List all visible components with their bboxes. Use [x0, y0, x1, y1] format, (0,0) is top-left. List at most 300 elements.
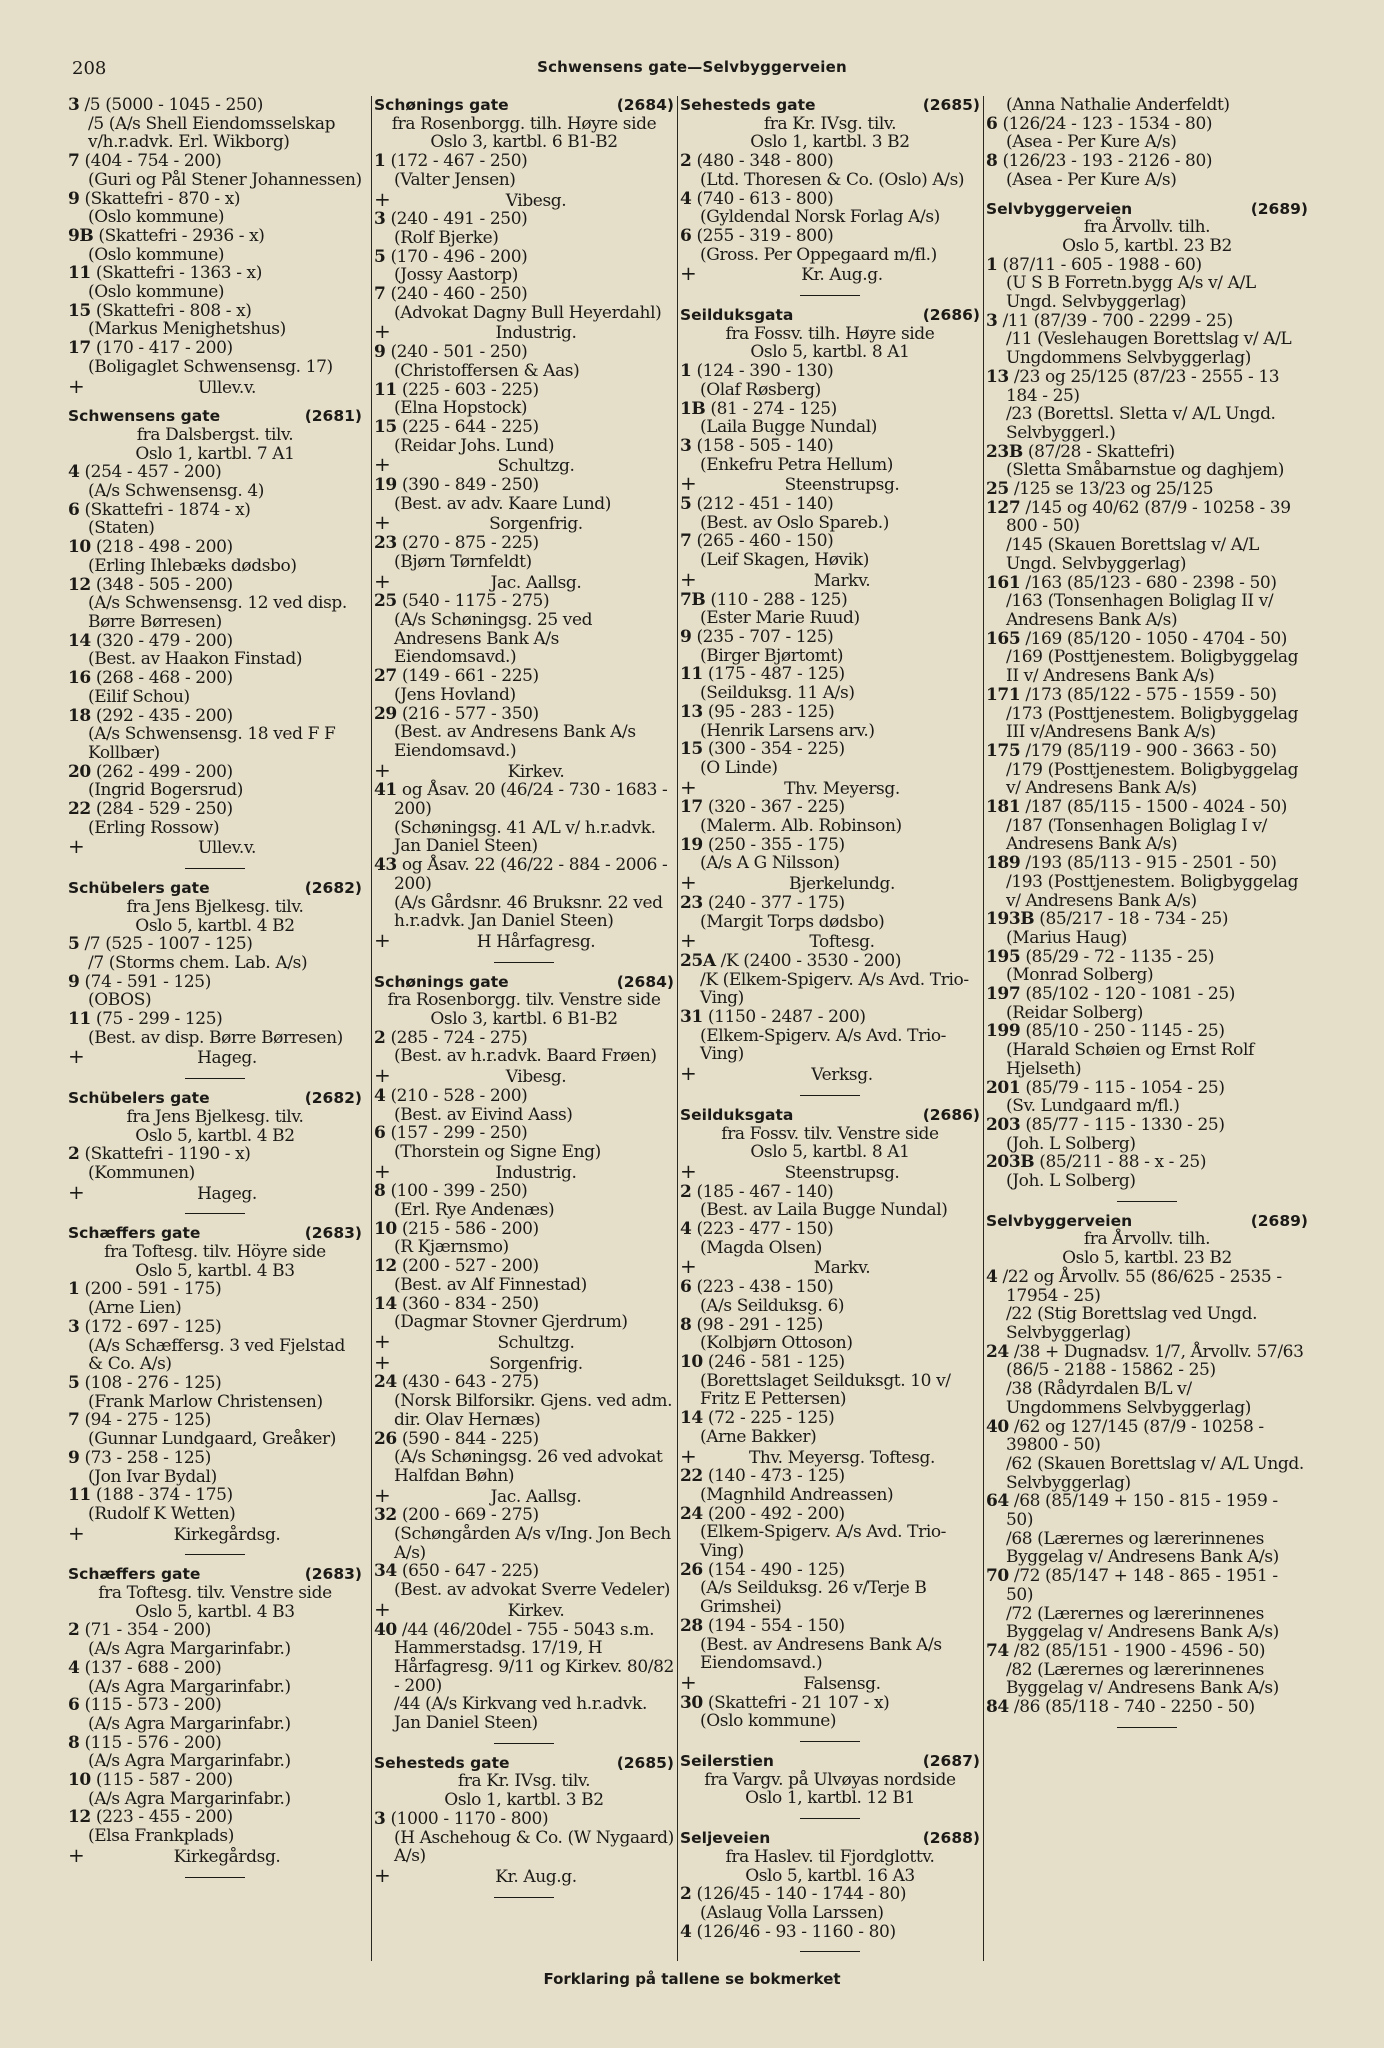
owner-note: /7 (Storms chem. Lab. A/s) — [88, 952, 308, 973]
street-block — [68, 879, 362, 1068]
property-values: /179 (85/119 - 900 - 3663 - 50) — [1025, 740, 1277, 761]
property-values: (170 - 417 - 200) — [95, 338, 233, 359]
cross-street-name: Bjerkelundg. — [788, 874, 895, 895]
house-number: 17 — [68, 338, 91, 359]
owner-note: (Dagmar Stovner Gjerdrum) — [394, 1312, 628, 1333]
street-name: Seilduksgata — [680, 1105, 794, 1124]
owner-note: (Erl. Rye Andenæs) — [394, 1200, 555, 1221]
house-number: 11 — [374, 379, 397, 400]
house-number: 6 — [680, 1277, 692, 1298]
property-values: (Skattefri - 808 - x) — [95, 300, 252, 321]
column-rule — [677, 96, 678, 1961]
house-number: 4 — [680, 1921, 692, 1942]
house-number: 7 — [68, 1410, 80, 1431]
house-number: 3 — [68, 1316, 80, 1337]
owner-note: (Markus Menighetshus) — [88, 319, 286, 340]
property-values: (115 - 576 - 200) — [84, 1732, 222, 1753]
cross-icon: + — [68, 373, 85, 398]
property-values: /62 og 127/145 (87/9 - 10258 - 39800 - 50) — [1006, 1416, 1264, 1456]
owner-note: (Magda Olsen) — [700, 1237, 823, 1258]
property-entry — [374, 1373, 674, 1392]
owner-note: (A/s A G Nilsson) — [700, 853, 840, 874]
property-values: (185 - 467 - 140) — [696, 1181, 834, 1202]
house-number: 4 — [986, 1266, 998, 1287]
property-values: (430 - 643 - 275) — [401, 1372, 539, 1393]
property-values: (262 - 499 - 200) — [95, 761, 233, 782]
section-divider — [800, 1741, 860, 1742]
cross-street-name: Ullev.v. — [197, 377, 257, 398]
owner-note: (A/s Agra Margarinfabr.) — [88, 1713, 291, 1734]
street-code: (2686) — [922, 306, 980, 325]
property-entry — [374, 592, 674, 611]
house-number: 4 — [680, 1219, 692, 1240]
property-values: (74 - 591 - 125) — [84, 971, 211, 992]
street-subtitle: Oslo 5, kartbl. 23 B2 — [1062, 235, 1232, 256]
street-name: Seilduksgata — [680, 306, 794, 325]
owner-note: (Thorstein og Signe Eng) — [394, 1141, 601, 1162]
property-entry — [68, 463, 362, 482]
house-number: 23B — [986, 441, 1023, 462]
property-entry — [986, 480, 1308, 499]
owner-note: (Margit Torps dødsbo) — [700, 911, 885, 932]
street-subtitle: Oslo 5, kartbl. 8 A1 — [750, 1142, 910, 1163]
property-entry — [986, 742, 1308, 761]
column-rule — [371, 96, 372, 1961]
owner-note: (A/s Agra Margarinfabr.) — [88, 1788, 291, 1809]
cross-street — [680, 566, 980, 591]
cross-street-name: Kirkegårdsg. — [173, 1524, 281, 1545]
property-entry — [986, 948, 1308, 967]
owner-note: (H Aschehoug & Co. (W Nygaard) A/s) — [394, 1827, 674, 1867]
property-entry — [680, 1923, 980, 1942]
column-1 — [68, 96, 362, 1888]
owner-note: (Schøningsg. 41 A/L v/ h.r.advk. Jan Daniel Steen) — [394, 817, 656, 857]
house-number: 84 — [986, 1697, 1009, 1718]
owner-note: (Ltd. Thoresen & Co. (Oslo) A/s) — [700, 169, 965, 190]
owner-note: (Asea - Per Kure A/s) — [1006, 132, 1177, 153]
property-entry — [68, 501, 362, 520]
cross-street — [374, 1158, 674, 1183]
house-number: 40 — [986, 1416, 1009, 1437]
property-entry — [680, 437, 980, 456]
cross-street-name: Sorgenfrig. — [489, 514, 583, 535]
street-code: (2688) — [922, 1829, 980, 1848]
owner-note: (U S B Forretn.bygg A/s v/ A/L Ungd. Selvbyggerlag) — [1006, 273, 1256, 313]
owner-note: (A/s Gårdsnr. 46 Bruksnr. 22 ved h.r.advk. Jan Daniel Steen) — [394, 892, 663, 932]
street-name: Seljeveien — [680, 1829, 771, 1848]
house-number: 2 — [68, 1144, 80, 1165]
property-entry — [68, 1280, 362, 1299]
street-name: Schwensens gate — [68, 407, 221, 426]
street-subtitle: fra Toftesg. tilv. Höyre side — [104, 1242, 326, 1263]
house-number: 189 — [986, 853, 1021, 874]
property-entry — [680, 1220, 980, 1239]
cross-street — [68, 1842, 362, 1867]
property-values: (246 - 581 - 125) — [707, 1352, 845, 1372]
owner-note: (Best. av Laila Bugge Nundal) — [700, 1200, 948, 1221]
cross-icon: + — [374, 1349, 391, 1374]
property-values: (Skattefri - 21 107 - x) — [707, 1692, 890, 1713]
owner-note: (Olaf Røsberg) — [700, 379, 821, 400]
house-number: 3 — [374, 1808, 386, 1829]
cross-icon: + — [374, 1596, 391, 1621]
house-number: 6 — [68, 1695, 80, 1716]
property-entry — [68, 1374, 362, 1393]
property-values: (240 - 460 - 250) — [390, 284, 528, 305]
property-entry — [986, 368, 1308, 405]
cross-street — [374, 568, 674, 593]
house-number: 20 — [68, 761, 91, 782]
property-entry — [680, 665, 980, 684]
cross-street — [374, 1862, 674, 1887]
cross-street-name: Thv. Meyersg. — [784, 778, 900, 799]
property-entry — [680, 894, 980, 913]
house-number: 7B — [680, 589, 706, 610]
owner-note: (A/s Schwensensg. 12 ved disp. Børre Børresen) — [88, 593, 347, 632]
street-code: (2682) — [304, 1089, 362, 1108]
property-entry — [986, 1153, 1308, 1172]
house-number: 12 — [68, 1807, 91, 1828]
property-values: (300 - 354 - 225) — [707, 739, 845, 760]
property-entry — [986, 115, 1308, 134]
house-number: 3 — [68, 95, 80, 115]
house-number: 4 — [68, 462, 80, 483]
property-entry — [374, 1220, 674, 1239]
owner-note: /187 (Tonsenhagen Boliglag I v/ Andresens Bank A/s) — [1006, 815, 1267, 855]
property-entry — [374, 705, 674, 724]
property-entry — [68, 669, 362, 688]
owner-note: (Elkem-Spigerv. A/s Avd. Trio-Ving) — [700, 1025, 947, 1065]
property-values: (100 - 399 - 250) — [390, 1181, 528, 1202]
owner-note: (Reidar Solberg) — [1006, 1002, 1143, 1023]
owner-note: /173 (Posttjenestem. Boligbyggelag III v/Andresens Bank A/s) — [1006, 703, 1299, 743]
house-number: 28 — [680, 1615, 703, 1636]
owner-note: (Oslo kommune) — [88, 207, 225, 228]
property-values: (85/79 - 115 - 1054 - 25) — [1025, 1077, 1225, 1098]
street-subtitle: Oslo 5, kartbl. 4 B3 — [135, 1260, 295, 1281]
cross-street — [374, 452, 674, 477]
street-code: (2683) — [304, 1224, 362, 1243]
owner-note: (Norsk Bilforsikr. Gjens. ved adm. dir. Olav Hernæs) — [394, 1391, 673, 1430]
house-number: 199 — [986, 1021, 1021, 1042]
property-values: (240 - 501 - 250) — [390, 342, 528, 363]
house-number: 10 — [374, 1218, 397, 1239]
house-number: 15 — [374, 416, 397, 437]
house-number: 193B — [986, 909, 1035, 930]
property-entry — [68, 302, 362, 321]
cross-icon: + — [374, 186, 391, 211]
street-block — [68, 1224, 362, 1544]
property-values: (87/28 - Skattefri) — [1027, 441, 1175, 462]
cross-street-name: Industrig. — [495, 1162, 577, 1183]
section-divider — [185, 1213, 245, 1214]
property-entry — [374, 152, 674, 171]
house-number: 14 — [68, 630, 91, 651]
house-number: 64 — [986, 1491, 1009, 1512]
cross-street-name: H Hårfagresg. — [476, 931, 596, 952]
house-number: 8 — [68, 1732, 80, 1753]
owner-note: (Kommunen) — [88, 1162, 195, 1183]
property-values: (540 - 1175 - 275) — [401, 591, 550, 612]
property-entry — [986, 1116, 1308, 1135]
section-divider — [494, 962, 554, 963]
cross-street-name: Vibesg. — [505, 1067, 567, 1088]
property-values: (175 - 487 - 125) — [707, 664, 845, 685]
cross-street — [680, 261, 980, 286]
cross-street-name: Steenstrupsg. — [784, 475, 900, 496]
street-header — [68, 1565, 362, 1584]
owner-note: (A/s Schøningsg. 25 ved Andresens Bank A/s Eiendomsavd.) — [394, 609, 593, 668]
property-entry — [986, 985, 1308, 1004]
owner-note: (Ingrid Bogersrud) — [88, 780, 243, 801]
house-number: 203B — [986, 1152, 1035, 1173]
street-code: (2689) — [1250, 199, 1308, 218]
property-values: (Skattefri - 2936 - x) — [98, 225, 265, 246]
property-values: (140 - 473 - 125) — [707, 1466, 845, 1487]
property-entry — [68, 1771, 362, 1790]
property-values: (126/45 - 140 - 1744 - 80) — [696, 1884, 907, 1905]
section-divider — [185, 1554, 245, 1555]
owner-note: (Oslo kommune) — [88, 244, 225, 265]
house-number: 24 — [680, 1503, 703, 1524]
house-number: 9 — [374, 342, 386, 363]
property-entry — [680, 1316, 980, 1335]
owner-note: (Malerm. Alb. Robinson) — [700, 816, 902, 837]
owner-note: (Elna Hopstock) — [394, 398, 528, 419]
street-subtitle: fra Fossv. tilv. Venstre side — [721, 1123, 939, 1144]
house-number: 27 — [374, 666, 397, 687]
house-number: 6 — [680, 225, 692, 246]
section-divider — [800, 1951, 860, 1952]
cross-icon: + — [374, 568, 391, 593]
house-number: 14 — [680, 1408, 703, 1429]
property-values: (320 - 367 - 225) — [707, 797, 845, 818]
cross-street-name: Hageg. — [197, 1183, 257, 1204]
house-number: 6 — [986, 113, 998, 134]
property-entry — [986, 256, 1308, 275]
property-entry — [986, 499, 1308, 536]
cross-street-name: Toftesg. — [809, 932, 875, 953]
owner-note: (Rudolf K Wetten) — [88, 1503, 236, 1524]
owner-note: /62 (Skauen Borettslag v/ A/L Ungd. Selvbyggerlag) — [1006, 1453, 1304, 1493]
property-entry — [680, 798, 980, 817]
street-header — [986, 1212, 1308, 1231]
property-values: (85/211 - 88 - x - 25) — [1039, 1152, 1207, 1173]
cross-icon: + — [680, 261, 697, 286]
property-values: (98 - 291 - 125) — [696, 1314, 823, 1335]
house-number: 5 — [680, 494, 692, 515]
property-values: (480 - 348 - 800) — [696, 151, 834, 172]
street-name: Schübelers gate — [68, 879, 210, 898]
property-entry — [374, 1621, 674, 1696]
owner-note: (Jossy Aastorp) — [394, 265, 518, 286]
property-values: (223 - 477 - 150) — [696, 1219, 834, 1240]
street-block — [680, 1829, 980, 1941]
house-number: 14 — [374, 1293, 397, 1314]
owner-note: (Harald Schøien og Ernst Rolf Hjelseth) — [1006, 1040, 1254, 1079]
property-entry — [374, 210, 674, 229]
property-values: /38 + Dugnadsv. 1/7, Årvollv. 57/63 (86/5 - 2188 - 15862 - 25) — [1006, 1341, 1304, 1381]
property-entry — [680, 362, 980, 381]
owner-note: (Schøngården A/s v/Ing. Jon Bech A/s) — [394, 1524, 671, 1563]
property-entry — [374, 1087, 674, 1106]
cross-street — [374, 1482, 674, 1507]
street-subtitle: Oslo 5, kartbl. 4 B3 — [135, 1601, 295, 1622]
property-values: (73 - 258 - 125) — [84, 1447, 211, 1468]
property-entry — [680, 532, 980, 551]
cross-street-name: Kirkev. — [507, 1600, 565, 1621]
owner-note: (Frank Marlow Christensen) — [88, 1391, 323, 1412]
street-name: Schæffers gate — [68, 1565, 201, 1584]
house-number: 25 — [374, 591, 397, 612]
property-values: /68 (85/149 + 150 - 815 - 1959 - 50) — [1006, 1491, 1278, 1531]
house-number: 2 — [680, 1181, 692, 1202]
property-values: (255 - 319 - 800) — [696, 225, 834, 246]
street-subtitle: Oslo 5, kartbl. 8 A1 — [750, 342, 910, 363]
property-entry — [68, 1659, 362, 1678]
property-values: (85/217 - 18 - 734 - 25) — [1039, 909, 1229, 930]
street-code: (2685) — [616, 1753, 674, 1772]
property-values: (404 - 754 - 200) — [84, 151, 222, 172]
cross-street-name: Vibesg. — [505, 190, 567, 211]
property-values: (270 - 875 - 225) — [401, 533, 539, 554]
property-entry — [374, 1124, 674, 1143]
owner-note: (Gross. Per Oppegaard m/fl.) — [700, 244, 937, 265]
property-entry — [680, 1278, 980, 1297]
property-entry — [680, 1694, 980, 1713]
house-number: 171 — [986, 684, 1021, 705]
house-number: 1 — [680, 361, 692, 382]
property-entry — [680, 740, 980, 759]
owner-note: (Best. av Oslo Spareb.) — [700, 512, 889, 533]
cross-icon: + — [680, 566, 697, 591]
property-values: (85/102 - 120 - 1081 - 25) — [1025, 984, 1235, 1005]
street-header — [68, 1224, 362, 1243]
property-entry — [68, 935, 362, 954]
house-number: 127 — [986, 497, 1021, 518]
column-4 — [986, 96, 1308, 1738]
owner-note: (Arne Lien) — [88, 1298, 182, 1319]
street-subtitle: fra Kr. IVsg. tilv. — [763, 113, 897, 134]
cross-icon: + — [680, 774, 697, 799]
street-block — [68, 1565, 362, 1866]
property-entry — [680, 628, 980, 647]
cross-street — [374, 1349, 674, 1374]
property-entry — [680, 836, 980, 855]
owner-note: (Sletta Småbarnstue og daghjem) — [1006, 460, 1284, 481]
street-block — [374, 96, 674, 952]
property-entry — [986, 910, 1308, 929]
house-number: 1 — [68, 1279, 80, 1300]
property-values: (1150 - 2487 - 200) — [707, 1007, 866, 1028]
house-number: 9 — [68, 1447, 80, 1468]
cross-street-name: Industrig. — [495, 323, 577, 344]
street-subtitle: fra Fossv. tilh. Høyre side — [725, 323, 935, 344]
property-entry — [680, 1008, 980, 1027]
house-number: 34 — [374, 1561, 397, 1582]
property-values: (200 - 527 - 200) — [401, 1256, 539, 1277]
street-header — [986, 200, 1308, 219]
property-values: (115 - 587 - 200) — [95, 1770, 233, 1791]
house-number: 11 — [68, 263, 91, 284]
cross-street-name: Schultzg. — [497, 1333, 575, 1353]
cross-icon: + — [374, 510, 391, 535]
cross-icon: + — [680, 1061, 697, 1086]
property-values: og Åsav. 20 (46/24 - 730 - 1683 - 200) — [394, 780, 668, 820]
cross-icon: + — [374, 1482, 391, 1507]
owner-note: (Henrik Larsens arv.) — [700, 720, 875, 741]
property-values: /82 (85/151 - 1900 - 4596 - 50) — [1013, 1640, 1266, 1661]
cross-icon: + — [680, 471, 697, 496]
property-entry — [986, 630, 1308, 649]
street-subtitle: Oslo 5, kartbl. 4 B2 — [135, 915, 295, 936]
property-entry — [68, 707, 362, 726]
property-values: (110 - 288 - 125) — [710, 589, 848, 610]
house-number: 18 — [68, 705, 91, 726]
property-entry — [986, 686, 1308, 705]
house-number: 165 — [986, 628, 1021, 649]
street-block — [68, 1089, 362, 1203]
house-number: 29 — [374, 703, 397, 724]
property-entry — [374, 1506, 674, 1525]
owner-note: (Asea - Per Kure A/s) — [1006, 169, 1177, 190]
house-number: 22 — [68, 799, 91, 820]
house-number: 8 — [374, 1181, 386, 1202]
property-values: (225 - 603 - 225) — [401, 379, 539, 400]
cross-street — [680, 471, 980, 496]
cross-street — [68, 373, 362, 398]
property-entry — [68, 339, 362, 358]
property-entry — [986, 152, 1308, 171]
owner-note: (Arne Bakker) — [700, 1426, 817, 1447]
property-entry — [68, 1449, 362, 1468]
street-subtitle: fra Haslev. til Fjordglottv. — [725, 1846, 935, 1867]
property-entry — [374, 476, 674, 495]
street-name: Sehesteds gate — [374, 1753, 510, 1772]
property-values: (85/10 - 250 - 1145 - 25) — [1025, 1021, 1225, 1042]
owner-note: (Borettslaget Seilduksgt. 10 v/ Fritz E Pettersen) — [700, 1370, 951, 1410]
street-name: Schæffers gate — [68, 1224, 201, 1243]
street-code: (2686) — [922, 1105, 980, 1124]
property-entry — [680, 190, 980, 209]
property-values: (250 - 355 - 175) — [707, 834, 845, 855]
house-number: 181 — [986, 797, 1021, 818]
house-number: 4 — [68, 1657, 80, 1678]
cross-icon: + — [374, 757, 391, 782]
owner-note: (Oslo kommune) — [700, 1711, 837, 1732]
column-3 — [680, 96, 980, 1962]
property-entry — [374, 781, 674, 818]
street-name: Selvbyggerveien — [986, 199, 1133, 218]
owner-note: /82 (Lærernes og lærerinnenes Byggelag v/ Andresens Bank A/s) — [1006, 1659, 1279, 1699]
house-number: 6 — [374, 1123, 386, 1144]
owner-note: (Reidar Johs. Lund) — [394, 435, 555, 456]
owner-note: (Ester Marie Ruud) — [700, 608, 860, 629]
property-values: (137 - 688 - 200) — [84, 1657, 222, 1678]
owner-note: (A/s Schwensensg. 18 ved F F Kollbær) — [88, 724, 336, 763]
cross-icon: + — [68, 1044, 85, 1069]
owner-note: (A/s Agra Margarinfabr.) — [88, 1639, 291, 1660]
property-entry — [374, 248, 674, 267]
owner-note: (Best. av Alf Finnestad) — [394, 1274, 587, 1295]
owner-note: (Monrad Solberg) — [1006, 965, 1154, 986]
owner-note: (Joh. L Solberg) — [1006, 1171, 1136, 1192]
property-values: (360 - 834 - 250) — [401, 1293, 539, 1314]
house-number: 10 — [680, 1352, 703, 1372]
property-values: (194 - 554 - 150) — [707, 1615, 845, 1636]
owner-note: (OBOS) — [88, 990, 152, 1011]
property-values: (212 - 451 - 140) — [696, 494, 834, 515]
